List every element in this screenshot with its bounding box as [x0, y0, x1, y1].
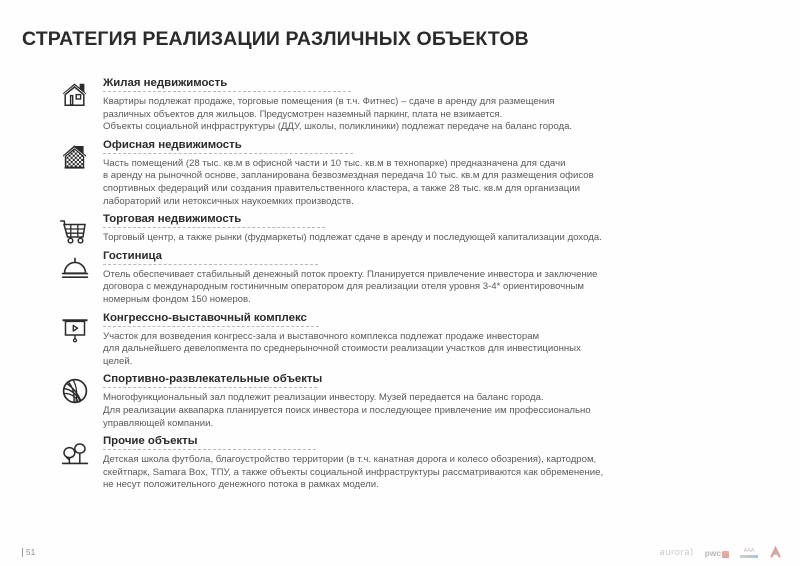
- section-residential: [58, 76, 780, 134]
- section-heading: Офисная недвижимость: [103, 138, 242, 151]
- house-icon: [58, 78, 92, 112]
- section-divider: [103, 326, 319, 328]
- page-title: СТРАТЕГИЯ РЕАЛИЗАЦИИ РАЗЛИЧНЫХ ОБЪЕКТОВ: [22, 28, 529, 50]
- page-number: [22, 547, 35, 557]
- body-line: номерным фондом 150 номеров.: [103, 293, 251, 305]
- section-heading: Гостиница: [103, 249, 162, 262]
- section-body: [103, 454, 780, 492]
- page-number-bar: [22, 548, 23, 557]
- section-body: [103, 331, 780, 369]
- section-sports-entertainment: [58, 372, 780, 430]
- section-body: [103, 96, 780, 134]
- section-retail: [58, 212, 780, 245]
- body-line: лабораторий или нетоксичных наукоемких производств.: [103, 195, 354, 207]
- section-heading: Конгрессно-выставочный комплекс: [103, 311, 307, 324]
- sections-list: [58, 76, 780, 496]
- body-line: различных объектов для жильцов. Предусмотрен наземный паркинг, плата не взимается.: [103, 108, 503, 120]
- body-line: управляющей компании.: [103, 417, 214, 429]
- body-line: спортивных федераций или создания правительственного кластера, а также 28 тыс. кв.м для организации: [103, 182, 580, 194]
- trees-icon: [58, 436, 92, 470]
- body-line: Детская школа футбола, благоустройство территории (в т.ч. канатная дорога и колесо обозрения), картодром,: [103, 454, 597, 466]
- section-divider: [103, 227, 325, 229]
- triangle-logo: [769, 545, 782, 558]
- section-divider: [103, 387, 317, 389]
- body-line: в аренду на рыночной основе, запланирована безвозмездная передача 10 тыс. кв.м для размещения офисов: [103, 170, 594, 182]
- shopping-cart-icon: [58, 214, 92, 248]
- section-hotel: [58, 249, 780, 307]
- body-line: не несут положительного денежного потока в рамках модели.: [103, 479, 379, 491]
- pwc-logo-mark: [722, 551, 729, 558]
- section-body: [103, 158, 780, 208]
- page-number-value: 51: [26, 547, 36, 557]
- body-line: Отель обеспечивает стабильный денежный поток проекту. Планируется привлечение инвестора и заключение: [103, 268, 598, 280]
- body-line: договора с международным гостиничным оператором для реализации отеля уровня 3-4* ориентировочным: [103, 281, 585, 293]
- aaa-logo-text: AAA: [743, 548, 755, 554]
- volleyball-icon: [58, 374, 92, 408]
- footer-logos: [659, 545, 782, 558]
- body-line: Часть помещений (28 тыс. кв.м в офисной части и 10 тыс. кв.м в технопарке) предназначена для сдачи: [103, 157, 566, 169]
- aaa-logo-bar: [740, 555, 758, 558]
- section-divider: [103, 264, 318, 266]
- slide-footer: [0, 532, 800, 566]
- body-line: Квартиры подлежат продаже, торговые помещения (в т.ч. Фитнес) – сдаче в аренду для размещения: [103, 96, 555, 107]
- section-heading: Жилая недвижимость: [103, 77, 228, 89]
- section-divider: [103, 153, 353, 155]
- section-other: [58, 434, 780, 492]
- presentation-screen-icon: [58, 313, 92, 347]
- section-divider: [103, 91, 351, 93]
- body-line: Для реализации аквапарка планируется поиск инвестора и последующее привлечение им профессионально: [103, 404, 591, 416]
- section-heading: Спортивно-развлекательные объекты: [103, 373, 323, 386]
- body-line: Многофункциональный зал подлежит реализации инвестору. Музей передается на баланс города.: [103, 392, 544, 404]
- body-line: скейтпарк, Samara Box, ТПУ, а также объекты социальной инфраструктуры рассматриваются как обременение,: [103, 466, 604, 478]
- section-body: [103, 392, 780, 430]
- body-line: целей.: [103, 355, 133, 367]
- aurora-logo: aurora): [659, 548, 694, 558]
- body-line: Участок для возведения конгресс-зала и выставочного комплекса подлежат продаже инвесторам: [103, 330, 540, 342]
- section-body: [103, 269, 780, 307]
- section-body: [103, 232, 780, 245]
- service-bell-icon: [58, 251, 92, 285]
- section-congress-exhibition: [58, 311, 780, 369]
- section-heading: Торговая недвижимость: [103, 213, 242, 226]
- body-line: Торговый центр, а также рынки (фудмаркеты) подлежат сдаче в аренду и последующей капитализации дохода.: [103, 232, 602, 244]
- pwc-logo: [705, 548, 729, 558]
- pwc-logo-text: pwc: [704, 548, 721, 558]
- aaa-logo: [740, 549, 758, 558]
- office-building-icon: [58, 140, 92, 174]
- section-heading: Прочие объекты: [103, 435, 198, 448]
- body-line: Объекты социальной инфраструктуры (ДДУ, школы, поликлиники) подлежат передаче на баланс города.: [103, 121, 573, 133]
- section-office: [58, 138, 780, 208]
- section-divider: [103, 449, 316, 451]
- body-line: для дальнейшего девелопмента по среднерыночной стоимости реализации участков для инвестиционных: [103, 343, 581, 355]
